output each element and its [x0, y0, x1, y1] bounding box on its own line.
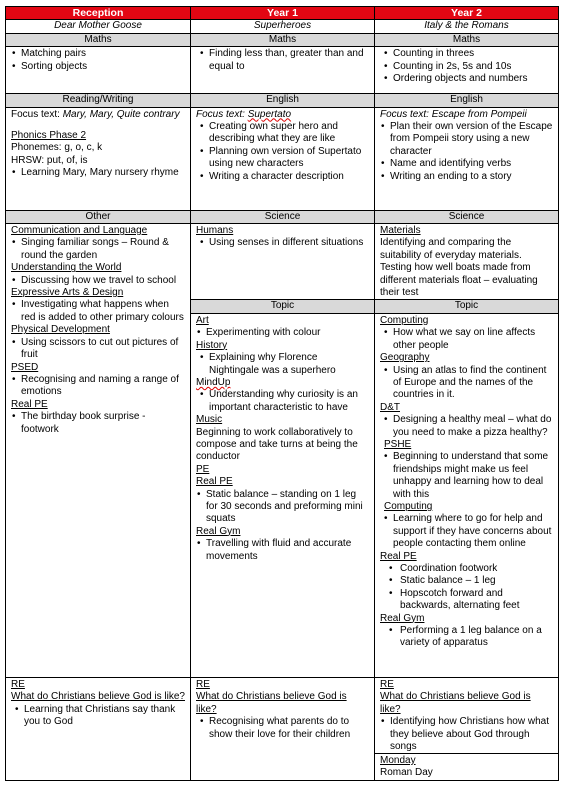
topic-heading: Art — [196, 314, 209, 326]
science-content-row — [6, 224, 559, 300]
theme-reception: Dear Mother Goose — [6, 20, 191, 33]
subject-label: Other — [6, 210, 191, 223]
focus-title: Escape from Pompeii — [431, 108, 527, 120]
subject-label: Reading/Writing — [6, 94, 191, 107]
topic-heading: PE — [196, 463, 210, 475]
area-heading: Communication and Language — [11, 225, 148, 237]
re-question: What do Christians believe God is like? — [196, 691, 347, 715]
header-year2: Year 2 — [375, 7, 559, 20]
topic-heading: D&T — [380, 401, 400, 413]
focus-label: Focus text: — [380, 108, 429, 120]
re-reception-cell — [6, 677, 191, 780]
header-year1: Year 1 — [191, 7, 375, 20]
subject-label: Maths — [375, 33, 559, 46]
monday-box — [375, 753, 558, 780]
list-item: • Hopscotch forward and backwards, alternating feet — [380, 588, 553, 613]
topic-heading: Real Gym — [196, 525, 241, 537]
topic-year2-cell — [375, 313, 559, 677]
list-item: • Plan their own version of the Escape from Pompeii story using a new character — [380, 121, 553, 158]
focus-text — [196, 109, 369, 121]
topic-heading: PSHE — [384, 438, 412, 450]
topic-heading: Music — [196, 414, 223, 426]
science-heading: Humans — [196, 225, 234, 237]
topic-year1-cell — [191, 313, 375, 677]
list-item: • Explaining why Florence Nightingale was a superhero — [196, 352, 369, 377]
re-heading: RE — [196, 678, 210, 690]
other-subject-row — [6, 210, 559, 223]
re-content-row — [6, 677, 559, 780]
science-text: Identifying and comparing the suitability of everyday materials. Testing how well boats made from different materials float – evaluating their test — [380, 237, 538, 299]
area-heading: Physical Development — [11, 324, 110, 336]
focus-label: Focus text: — [11, 108, 60, 120]
maths-year2-cell — [375, 47, 559, 94]
list-item: • Identifying how Christians how what they believe about God through songs — [380, 716, 553, 753]
subject-label: Maths — [191, 33, 375, 46]
topic-heading: Real Gym — [380, 612, 425, 624]
focus-label: Focus text: — [196, 108, 245, 120]
focus-text — [11, 109, 185, 121]
re-year1-cell — [191, 677, 375, 780]
other-reception-cell — [6, 224, 191, 678]
list-item: • Performing a 1 leg balance on a variety of apparatus — [380, 625, 553, 650]
list-item: • Name and identifying verbs — [380, 158, 553, 170]
list-item: • Recognising what parents do to show their love for their children — [196, 716, 369, 741]
list-item: • Sorting objects — [11, 61, 185, 73]
list-item: • Writing an ending to a story — [380, 171, 553, 183]
hrsw-text: HRSW: put, of, is — [11, 154, 88, 166]
list-item: • Recognising and naming a range of emotions — [11, 374, 185, 399]
topic-heading: Real PE — [196, 476, 233, 488]
music-text: Beginning to work collaboratively to compose and take turns at being the conductor — [196, 426, 358, 463]
science-year1-cell — [191, 224, 375, 300]
list-item: • Counting in threes — [380, 48, 553, 60]
area-heading: PSED — [11, 361, 39, 373]
phonics-heading: Phonics Phase 2 — [11, 130, 87, 142]
list-item: • Ordering objects and numbers — [380, 73, 553, 85]
list-item: • Discussing how we travel to school — [11, 275, 185, 287]
header-row — [6, 7, 559, 20]
phonemes-text: Phonemes: g, o, c, k — [11, 142, 103, 154]
english-subject-row — [6, 94, 559, 107]
header-reception: Reception — [6, 7, 191, 20]
re-question: What do Christians believe God is like? — [380, 691, 531, 715]
list-item: • Investigating what happens when red is added to other primary colours — [11, 299, 185, 324]
list-item: • Using scissors to cut out pictures of fruit — [11, 337, 185, 362]
subject-label: Maths — [6, 33, 191, 46]
topic-heading: Geography — [380, 352, 430, 364]
list-item: • The birthday book surprise - footwork — [11, 411, 185, 436]
english-reception-cell — [6, 107, 191, 210]
list-item: • Designing a healthy meal – what do you need to make a pizza healthy? — [380, 414, 553, 439]
maths-year1-cell — [191, 47, 375, 94]
list-item: • Using senses in different situations — [196, 237, 369, 249]
list-item: • Writing a character description — [196, 171, 369, 183]
topic-heading: MindUp — [196, 376, 231, 388]
science-heading: Materials — [380, 225, 421, 237]
maths-subject-row — [6, 33, 559, 46]
theme-year1: Superheroes — [191, 20, 375, 33]
list-item: • Experimenting with colour — [196, 327, 369, 339]
area-heading: Understanding the World — [11, 262, 122, 274]
list-item: • Learning Mary, Mary nursery rhyme — [11, 167, 185, 179]
topic-heading: Real PE — [380, 550, 417, 562]
list-item: • Learning that Christians say thank you to God — [11, 704, 185, 729]
subject-label: Topic — [375, 300, 559, 313]
list-item: • Static balance – 1 leg — [380, 575, 553, 587]
re-question: What do Christians believe God is like? — [11, 691, 185, 703]
english-year1-cell — [191, 107, 375, 210]
science-year2-cell — [375, 224, 559, 300]
subject-label: English — [191, 94, 375, 107]
monday-heading: Monday — [380, 754, 416, 766]
subject-label: Topic — [191, 300, 375, 313]
theme-row — [6, 20, 559, 33]
list-item: • Travelling with fluid and accurate movements — [196, 538, 369, 563]
english-year2-cell — [375, 107, 559, 210]
re-year2-cell — [375, 677, 559, 780]
re-heading: RE — [11, 678, 25, 690]
topic-heading: Computing — [384, 500, 433, 512]
subject-label: Science — [191, 210, 375, 223]
list-item: • Creating own super hero and describing what they are like — [196, 121, 369, 146]
area-heading: Real PE — [11, 398, 48, 410]
english-content-row — [6, 107, 559, 210]
list-item: • Singing familiar songs – Round & round the garden — [11, 237, 185, 262]
list-item: • Learning where to go for help and support if they have concerns about people contacting them online — [380, 513, 553, 550]
list-item: • Counting in 2s, 5s and 10s — [380, 61, 553, 73]
focus-title: Supertato — [247, 108, 292, 120]
focus-title: Mary, Mary, Quite contrary — [62, 108, 180, 120]
list-item: • Beginning to understand that some friendships might make us feel unhappy and learning how to deal with this — [380, 451, 553, 501]
maths-content-row — [6, 47, 559, 94]
curriculum-table — [5, 6, 559, 781]
topic-heading: History — [196, 339, 228, 351]
list-item: • Planning own version of Supertato using new characters — [196, 146, 369, 171]
monday-text: Roman Day — [380, 767, 433, 779]
subject-label: Science — [375, 210, 559, 223]
focus-text — [380, 109, 553, 121]
list-item: • Coordination footwork — [380, 563, 553, 575]
list-item: • Understanding why curiosity is an important characteristic to have — [196, 389, 369, 414]
list-item: • Static balance – standing on 1 leg for 30 seconds and preforming mini squats — [196, 489, 369, 526]
list-item: • Using an atlas to find the continent of Europe and the names of the countries in it. — [380, 365, 553, 402]
list-item: • Matching pairs — [11, 48, 185, 60]
area-heading: Expressive Arts & Design — [11, 287, 124, 299]
theme-year2: Italy & the Romans — [375, 20, 559, 33]
list-item: • How what we say on line affects other people — [380, 327, 553, 352]
re-heading: RE — [380, 678, 394, 690]
subject-label: English — [375, 94, 559, 107]
maths-reception-cell — [6, 47, 191, 94]
topic-heading: Computing — [380, 314, 429, 326]
list-item: • Finding less than, greater than and equal to — [196, 48, 369, 73]
